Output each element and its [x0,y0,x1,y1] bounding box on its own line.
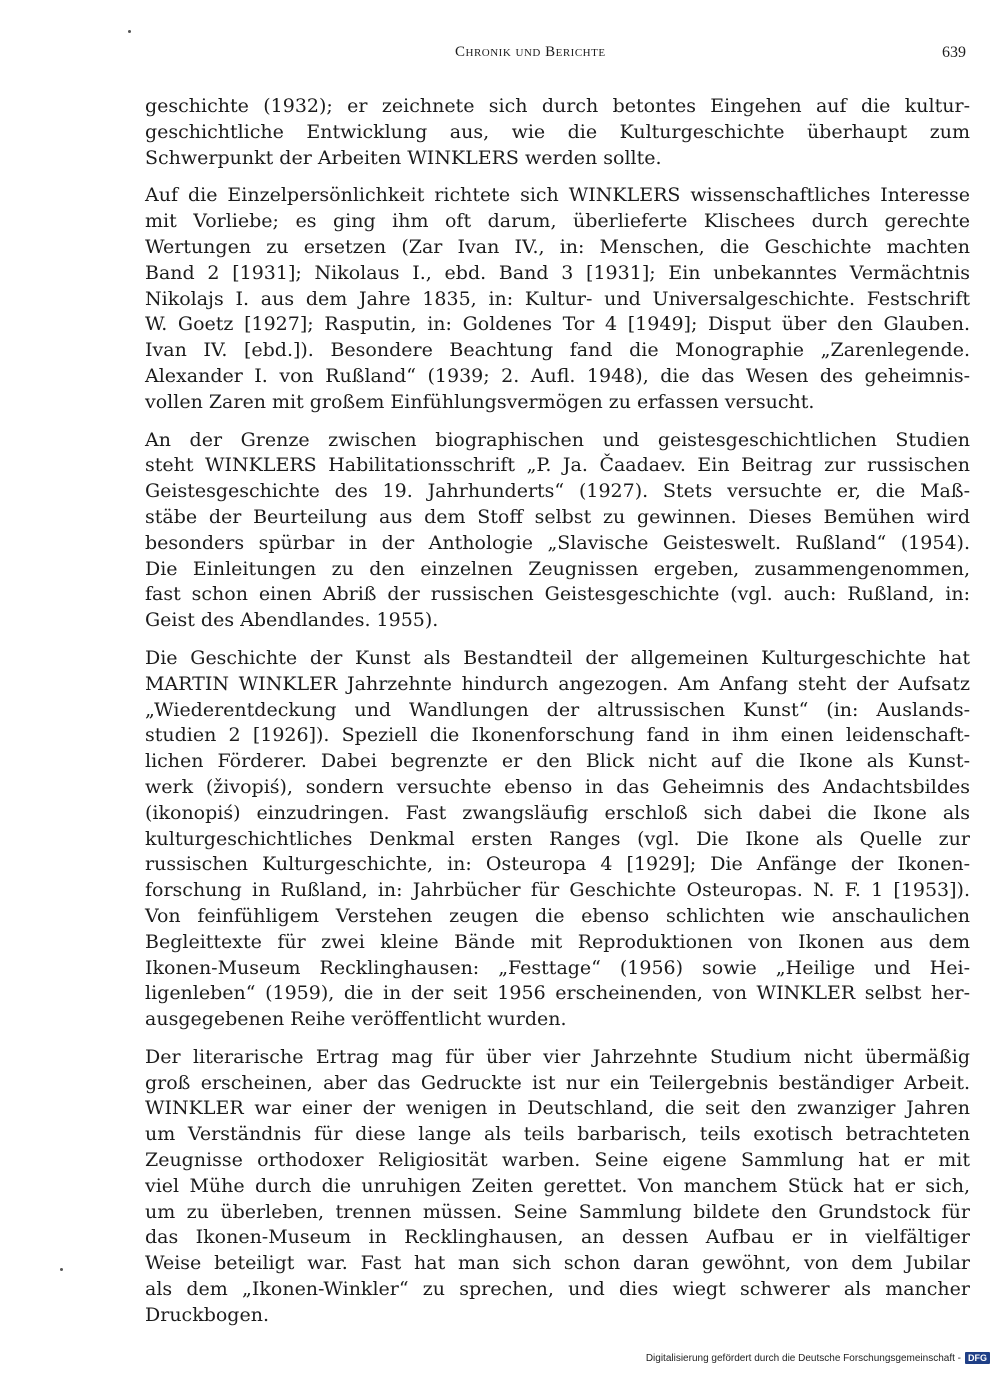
paragraph [145,428,970,634]
paragraph [145,183,970,415]
text-line: Die Geschichte der Kunst als Bestandteil der allgemeinen Kulturgeschichte hat [145,646,970,669]
text-line: An der Grenze zwischen biographischen und geistesgeschichtlichen Studien [145,428,970,451]
scan-speck [128,30,131,33]
text-line: WINKLER war einer der wenigen in Deutschland, die seit den zwanziger Jahren [145,1097,970,1120]
text-line: Begleittexte für zwei kleine Bände mit Reproduktionen von Ikonen aus dem [145,930,970,953]
running-title: Chronik und Berichte [455,44,606,60]
text-line: W. Goetz [1927]; Rasputin, in: Goldenes Tor 4 [1949]; Disput über den Glauben. [145,313,970,336]
text-line: Zeugnisse orthodoxer Religiosität warben. Seine eigene Sammlung hat er mit [145,1149,970,1172]
text-line: lichen Förderer. Dabei begrenzte er den Blick nicht auf die Ikone als Kunst- [145,750,970,773]
text-line: Die Einleitungen zu den einzelnen Zeugnissen ergeben, zusammengenommen, [145,557,970,580]
text-line: Ivan IV. [ebd.]). Besondere Beachtung fand die Monographie „Zarenlegende. [145,339,970,362]
text-line: forschung in Rußland, in: Jahrbücher für Geschichte Osteuropas. N. F. 1 [1953]). [145,879,970,902]
text-line: viel Mühe durch die unruhigen Zeiten gerettet. Von manchem Stück hat er sich, [145,1174,970,1197]
running-head [145,44,970,68]
text-line: geschichte (1932); er zeichnete sich durch betontes Eingehen auf die kultur- [145,95,970,117]
text-line: Nikolajs I. aus dem Jahre 1835, in: Kultur- und Universalgeschichte. Festschrift [145,287,970,310]
text-line: Geistesgeschichte des 19. Jahrhunderts“ (1927). Stets versuchte er, die Maß- [145,480,970,503]
text-line: Alexander I. von Rußland“ (1939; 2. Aufl. 1948), die das Wesen des geheimnis- [145,364,970,387]
paragraph [145,1045,970,1329]
paragraph [145,646,970,1033]
text-line: groß erscheinen, aber das Gedruckte ist nur ein Teilergebnis beständiger Arbeit. [145,1071,970,1094]
text-line: russischen Kulturgeschichte, in: Osteuropa 4 [1929]; Die Anfänge der Ikonen- [145,853,970,876]
text-line: Der literarische Ertrag mag für über vier Jahrzehnte Studium nicht übermäßig [145,1045,970,1068]
page-number: 639 [942,44,966,61]
text-line: Ikonen-Museum Recklinghausen: „Festtage“ (1956) sowie „Heilige und Hei- [145,956,970,979]
text-line: Schwerpunkt der Arbeiten WINKLERS werden sollte. [145,146,662,169]
text-line: steht WINKLERS Habilitationsschrift „P. Ja. Čaadaev. Ein Beitrag zur russischen [145,454,970,477]
text-line: „Wiederentdeckung und Wandlungen der altrussischen Kunst“ (in: Auslands- [145,698,970,721]
text-line: geschichtliche Entwicklung aus, wie die Kulturgeschichte überhaupt zum [145,120,970,143]
paragraph [145,94,970,171]
dfg-logo-icon: DFG [965,1352,990,1364]
text-line: Auf die Einzelpersönlichkeit richtete sich WINKLERS wissenschaftliches Interesse [145,184,970,207]
text-line: ausgegebenen Reihe veröffentlicht wurden. [145,1008,567,1031]
text-line: kulturgeschichtliches Denkmal ersten Ranges (vgl. Die Ikone als Quelle zur [145,827,970,850]
text-line: vollen Zaren mit großem Einfühlungsvermögen zu erfassen versucht. [145,390,815,413]
text-line: stäbe der Beurteilung aus dem Stoff selbst zu gewinnen. Dieses Bemühen wird [145,505,970,528]
text-line: Geist des Abendlandes. 1955). [145,609,439,632]
text-line: Druckbogen. [145,1303,269,1326]
body-text [145,94,970,1341]
text-line: Von feinfühligem Verstehen zeugen die ebenso schlichten wie anschaulichen [145,904,970,927]
text-line: um Verständnis für diese lange als teils barbarisch, teils exotisch betrachteten [145,1123,970,1146]
footer-text: Digitalisierung gefördert durch die Deutsche Forschungsgemeinschaft - [645,1352,961,1364]
text-line: ligenleben“ (1959), die in der seit 1956 erscheinenden, von WINKLER selbst her- [145,982,970,1005]
text-line: Wertungen zu ersetzen (Zar Ivan IV., in: Menschen, die Geschichte machten [145,235,970,258]
text-line: werk (živopiś), sondern versuchte ebenso in das Geheimnis des Andachtsbildes [145,775,970,798]
text-line: besonders spürbar in der Anthologie „Slavische Geisteswelt. Rußland“ (1954). [145,531,970,554]
text-line: als dem „Ikonen-Winkler“ zu sprechen, und dies wiegt schwerer als mancher [145,1278,970,1301]
text-line: Weise beteiligt war. Fast hat man sich schon daran gewöhnt, von dem Jubilar [145,1252,970,1275]
text-line: um zu überleben, trennen müssen. Seine Sammlung bildete den Grundstock für [145,1200,970,1223]
text-line: mit Vorliebe; es ging ihm oft darum, überlieferte Klischees durch gerechte [145,210,970,233]
text-line: MARTIN WINKLER Jahrzehnte hindurch angezogen. Am Anfang steht der Aufsatz [145,672,970,695]
text-line: das Ikonen-Museum in Recklinghausen, an dessen Aufbau er in vielfältiger [145,1226,970,1249]
text-line: fast schon einen Abriß der russischen Geistesgeschichte (vgl. auch: Rußland, in: [145,583,970,606]
text-line: studien 2 [1926]). Speziell die Ikonenforschung fand in ihm einen leidenschaft- [145,724,970,747]
text-line: (ikonopiś) einzudringen. Fast zwangsläufig erschloß sich dabei die Ikone als [145,801,970,824]
digitization-footer [646,1352,990,1364]
scan-speck [60,1268,63,1271]
text-line: Band 2 [1931]; Nikolaus I., ebd. Band 3 [1931]; Ein unbekanntes Vermächtnis [145,261,970,284]
